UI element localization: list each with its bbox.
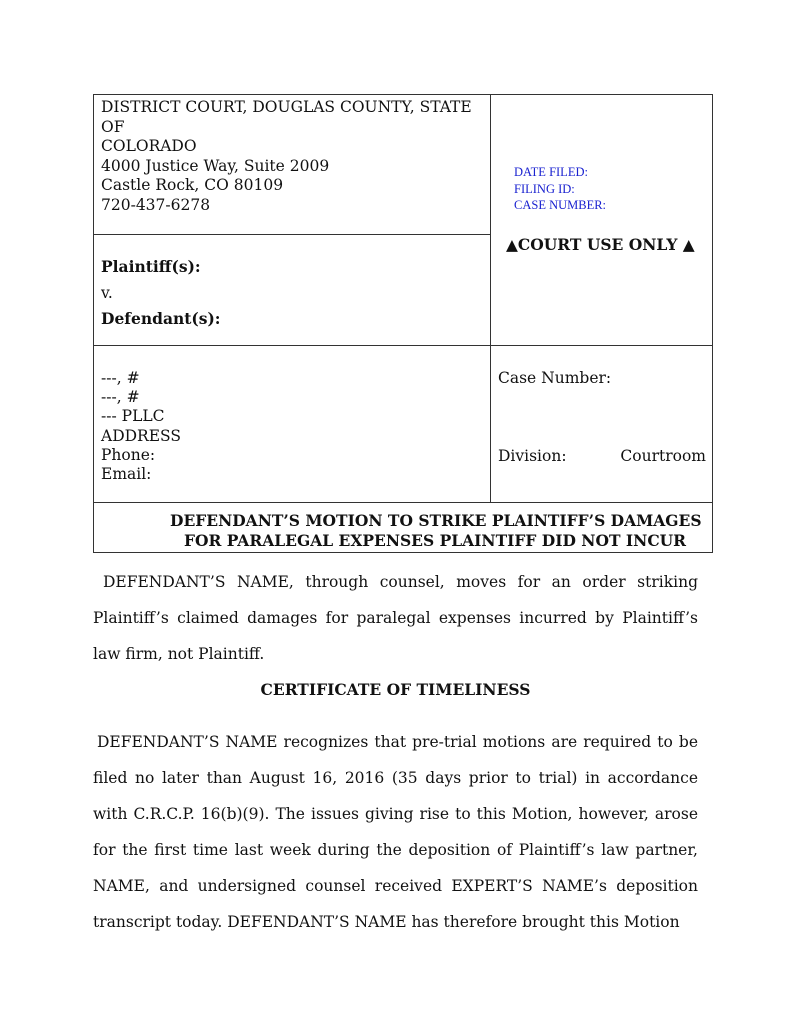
defendant-label: Defendant(s): [101, 309, 221, 328]
court-address: 4000 Justice Way, Suite 2009 [101, 156, 330, 175]
case-number-stamp-label: CASE NUMBER: [514, 198, 607, 212]
division-row [498, 447, 706, 465]
caption-vertical-divider [490, 95, 491, 503]
motion-title-line: FOR PARALEGAL EXPENSES PLAINTIFF DID NOT INCUR [184, 531, 687, 550]
versus-label: v. [101, 284, 113, 302]
caption-divider [94, 502, 712, 503]
court-line: COLORADO [101, 137, 197, 156]
motion-title [94, 511, 714, 551]
court-city: Castle Rock, CO 80109 [101, 176, 284, 195]
attorney-firm: --- PLLC [101, 407, 165, 426]
attorney-email: Email: [101, 465, 152, 484]
attorney-info [101, 369, 181, 484]
timeliness-paragraph: DEFENDANT’S NAME recognizes that pre-trial motions are required to be filed no later than August 16, 2016 (35 days prior to trial) in accordance with C.R.C.P. 16(b)(9). The issues giving rise to this Motion, however, arose for the first time last week during the deposition of Plaintiff’s law partner, NAME, and undersigned counsel received EXPERT’S NAME’s deposition transcript today. DEFENDANT’S NAME has therefore brought this Motion [93, 733, 698, 931]
case-number-label: Case Number: [498, 369, 612, 387]
case-caption-table [93, 94, 713, 553]
section-heading: CERTIFICATE OF TIMELINESS [260, 680, 531, 699]
court-line: DISTRICT COURT, DOUGLAS COUNTY, STATE [101, 98, 472, 116]
attorney-line: ---, # [101, 369, 140, 387]
court-phone: 720-437-6278 [101, 195, 211, 214]
date-filed-label: DATE FILED: [514, 165, 588, 179]
parties-block [101, 257, 221, 335]
court-use-only: ▲COURT USE ONLY ▲ [506, 235, 695, 254]
attorney-address: ADDRESS [101, 426, 181, 445]
filing-stamp [514, 164, 606, 214]
attorney-line: ---, # [101, 388, 140, 407]
division-label: Division: [498, 447, 567, 465]
caption-divider [94, 234, 490, 235]
caption-divider [94, 345, 712, 346]
intro-paragraph: DEFENDANT’S NAME, through counsel, moves for an order striking Plaintiff’s claimed damages for paralegal expenses incurred by Plaintiff’s law firm, not Plaintiff. [93, 573, 698, 663]
court-info [101, 98, 486, 216]
courtroom-label: Courtroom [620, 447, 706, 465]
attorney-phone: Phone: [101, 445, 156, 464]
filing-id-label: FILING ID: [514, 181, 575, 196]
motion-title-line: DEFENDANT’S MOTION TO STRIKE PLAINTIFF’S DAMAGES [170, 511, 702, 530]
plaintiff-label: Plaintiff(s): [101, 257, 201, 276]
court-line: OF [101, 117, 125, 136]
